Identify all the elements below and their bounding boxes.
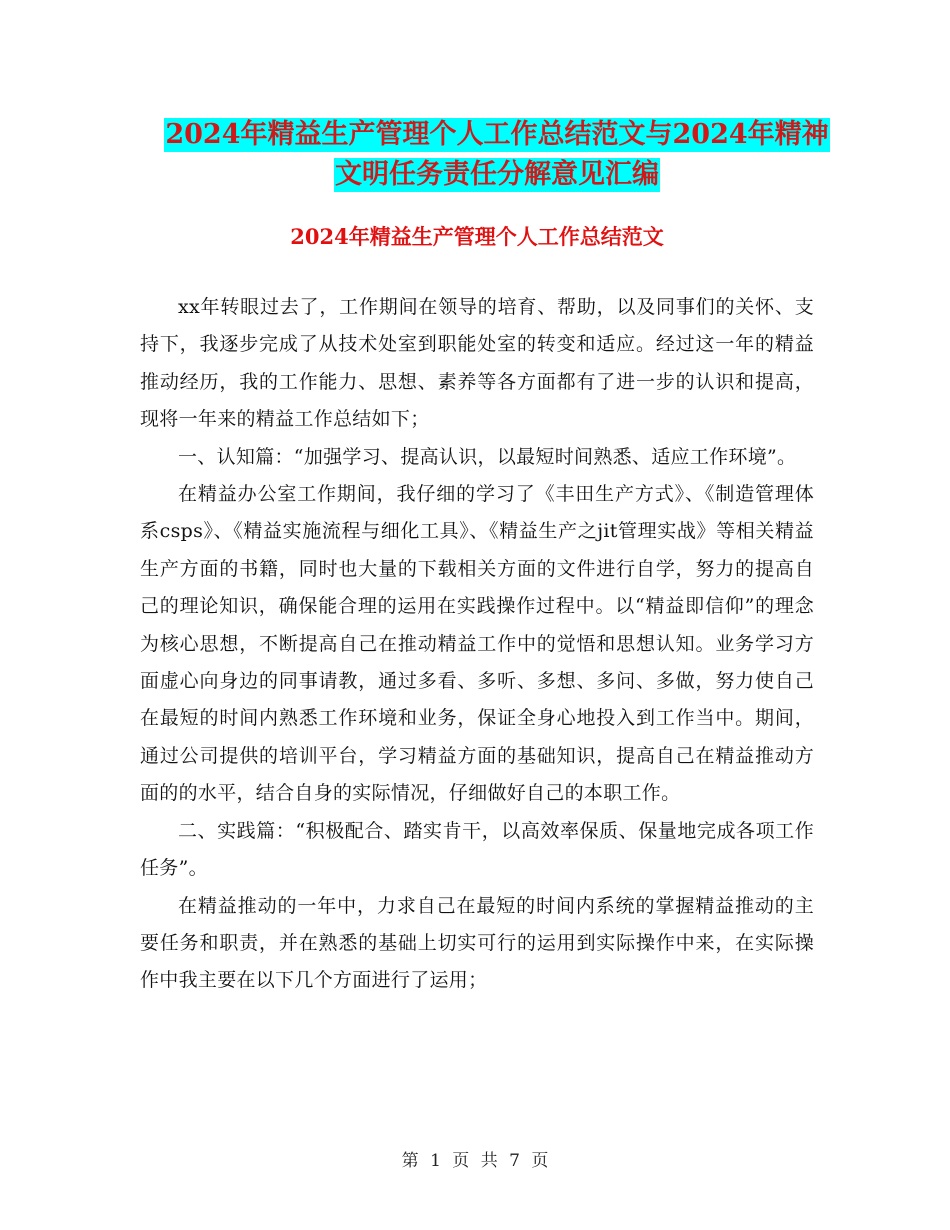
page-number-footer: 第 1 页 共 7 页 — [401, 1151, 549, 1171]
section-title: 2024年精益生产管理个人工作总结范文 — [290, 224, 664, 249]
paragraph-intro: xx年转眼过去了，工作期间在领导的培育、帮助，以及同事们的关怀、支持下，我逐步完成了从技术处室到职能处室的转变和适应。经过这一年的精益推动经历，我的工作能力、思想、素养等各方面都有了进一步的认识和提高，现将一年来的精益工作总结如下； — [140, 296, 814, 431]
paragraph-heading-practice: 二、实践篇：“积极配合、踏实肯干，以高效率保质、保量地完成各项工作任务”。 — [140, 819, 814, 880]
document-title-line-1: 2024年精益生产管理个人工作总结范文与2024年精神 — [165, 119, 829, 150]
paragraph-heading-cognition: 一、认知篇：“加强学习、提高认识，以最短时间熟悉、适应工作环境”。 — [178, 445, 797, 468]
body-text — [140, 289, 814, 1000]
paragraph-study: 在精益办公室工作期间，我仔细的学习了《丰田生产方式》、《制造管理体系csps》、《精益实施流程与细化工具》、《精益生产之jit管理实战》等相关精益生产方面的书籍，同时也大量的下载相关方面的文件进行自学，努力的提高自己的理论知识，确保能合理的运用在实践操作过程中。以“精益即信仰”的理念为核心思想，不断提高自己在推动精益工作中的觉悟和思想认知。业务学习方面虚心向身边的同事请教，通过多看、多听、多想、多问、多做，努力使自己在最短的时间内熟悉工作环境和业务，保证全身心地投入到工作当中。期间，通过公司提供的培训平台，学习精益方面的基础知识，提高自己在精益推动方面的的水平，结合自身的实际情况，仔细做好自己的本职工作。 — [140, 483, 814, 805]
paragraph-practice: 在精益推动的一年中，力求自己在最短的时间内系统的掌握精益推动的主要任务和职责，并在熟悉的基础上切实可行的运用到实际操作中来，在实际操作中我主要在以下几个方面进行了运用； — [140, 894, 814, 992]
document-title-line-2: 文明任务责任分解意见汇编 — [335, 159, 659, 190]
